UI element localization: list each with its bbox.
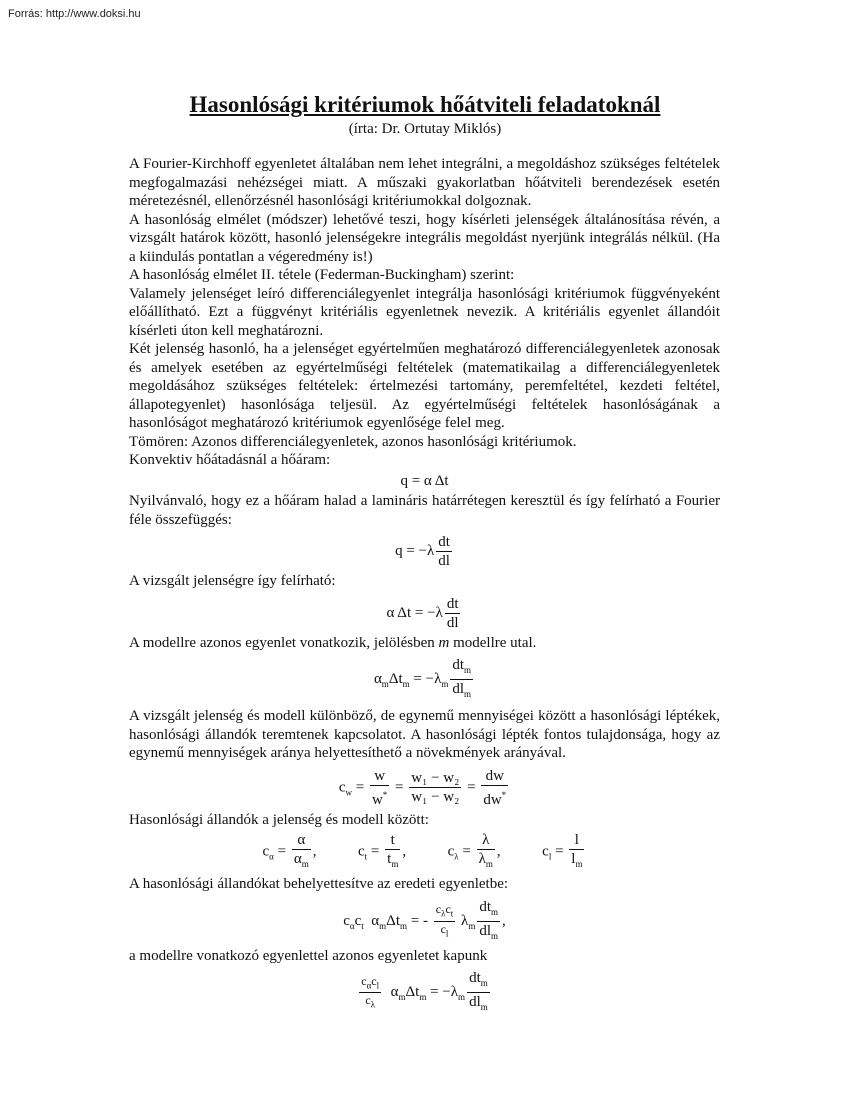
source-label: Forrás: http://www.doksi.hu <box>8 8 141 20</box>
fraction: $\frac{dt_m}{dl_m}$ <box>469 970 488 1012</box>
paragraph: A hasonlóság elmélet (módszer) lehetővé teszi, hogy kísérleti jelenségek általánosítása révén, a vizsgált határok között, hasonló jelenségekre integrális megoldást nyerjünk integrálás nélkül. (Ha a kiindulás pontatlan a végeredmény is!) <box>129 211 720 265</box>
page-title: Hasonlósági kritériumok hőátviteli feladatoknál <box>189 92 661 117</box>
fraction: $\frac{\text{w₁ − w₂}}{\text{w₁ − w₂}}$ <box>411 770 460 805</box>
equation-model: $\alpha_m\Delta t_m = -\lambda_m$ $\frac{dt_m}{dl_m}$ <box>129 656 720 703</box>
paragraph: A hasonlósági állandókat behelyettesítve az eredeti egyenletbe: <box>129 876 509 892</box>
fraction: $\frac{c_\lambda c_t}{c_l}$ <box>435 902 454 938</box>
author-line: (írta: Dr. Ortutay Miklós) <box>348 121 502 137</box>
paragraph: Nyilvánvaló, hogy ez a hőáram halad a lamináris határrétegen keresztül és így felírható a Fourier féle összefüggés: <box>129 493 720 528</box>
paragraph: Tömören: Azonos differenciálegyenletek, azonos hasonlósági kritériumok. <box>129 433 577 450</box>
fraction: $\frac{dt}{dl}$ <box>438 534 450 569</box>
paragraph: A modellre azonos egyenlet vonatkozik, jelölésben m modellre utal. <box>129 634 537 651</box>
fraction: $\frac{l}{l_m}$ <box>571 832 583 869</box>
fraction: $\frac{w}{w^*}$ <box>371 767 388 808</box>
equation-fourier: q = −λ $\frac{dt}{dl}$ <box>395 534 450 569</box>
fraction: $\frac{\alpha}{\alpha_m}$ <box>293 832 309 869</box>
document-body <box>129 155 720 1018</box>
fraction: $\frac{t}{t_m}$ <box>387 832 399 869</box>
paragraph: A hasonlóság elmélet II. tétele (Federman-Buckingham) szerint: <box>129 267 515 283</box>
paragraph: A vizsgált jelenség és modell különböző, de egynemű mennyiségei között a hasonlósági léptékek, hasonlósági állandók teremtenek kapcsolatot. A hasonlósági lépték fontos tulajdonsága, hogy az egynemű mennyiségek aránya helyettesíthető a növekmények arányával. <box>129 708 720 761</box>
paragraph: A Fourier-Kirchhoff egyenletet általában nem lehet integrálni, a megoldáshoz szükséges feltételek megfogalmazási nehézségei miatt. A műszaki gyakorlatban hőátviteli berendezések esetén méretezésnél, ellenőrzésnél hasonlósági kritériumokkal dolgoznak. <box>129 156 720 209</box>
fraction: $\frac{dt}{dl}$ <box>446 595 459 631</box>
equation-similarity-scale: $c_w$ = $\frac{w}{w^*}$ = $\frac{\text{w₁ − w₂}}{\text{w₁ − w₂}}$ = $\frac{dw}{dw^*}$ <box>338 767 507 808</box>
paragraph: Valamely jelenséget leíró differenciálegyenlet integrálja hasonlósági kritériumok függvényeként előállítható. Ezt a függvényt kritériális egyenletnek nevezik. A kritériális egyenlet állandóit kísérleti úton kell meghatározni. <box>129 285 720 339</box>
fraction: $\frac{dw}{dw^*}$ <box>483 767 507 808</box>
paragraph: a modellre vonatkozó egyenlettel azonos egyenletet kapunk <box>129 947 488 964</box>
equation-result: $\frac{c_\alpha c_l}{c_\lambda}$ $\alpha_m\Delta t_m = -\lambda_m$ $\frac{dt_m}{dl_m}$ <box>129 969 720 1016</box>
paragraph: Hasonlósági állandók a jelenség és modell között: <box>129 811 429 828</box>
equation-heat-flux: q = α Δt <box>400 472 449 489</box>
paragraph: A vizsgált jelenségre így felírható: <box>129 573 336 589</box>
paragraph: Két jelenség hasonló, ha a jelenséget egyértelműen meghatározó differenciálegyenletek azonosak és amelyek esetében az egyértelműségi feltételek (matematikailag a differenciálegyenletek megoldásához szükséges feltételek: értelmezési tartomány, peremfeltétel, kezdeti feltétel, állapotegyenlet) hasonlósága teljesül. Az egyértelműségi feltételek hasonlóságának a hasonlóságot meghatározó kritériumok egyenlősége felel meg. <box>129 341 720 431</box>
fraction: $\frac{c_\alpha c_l}{c_\lambda}$ <box>361 973 380 1010</box>
equation-phenomenon: α Δt = −λ $\frac{dt}{dl}$ <box>386 595 459 631</box>
fraction: $\frac{dt_m}{dl_m}$ <box>452 657 472 699</box>
equation-similarity-constants: $c_\alpha$ = $\frac{\alpha}{\alpha_m}$ , $c_t$ = $\frac{t}{t_m}$ , $c_\lambda$ = $\frac{\lambda}{\lambda_m}$ , $c_l$ = $\frac{l}{l_m}$ <box>129 831 720 873</box>
paragraph: Konvektiv hőátadásnál a hőáram: <box>129 452 331 468</box>
fraction: $\frac{\lambda}{\lambda_m}$ <box>478 832 493 869</box>
fraction: $\frac{dt_m}{dl_m}$ <box>479 898 499 941</box>
equation-substituted: $c_\alpha c_t$ $\alpha_m\Delta t_m$ = - $\frac{c_\lambda c_t}{c_l}$ $\lambda_m$ $\frac{dt_m}{dl_m}$ , <box>129 898 720 945</box>
